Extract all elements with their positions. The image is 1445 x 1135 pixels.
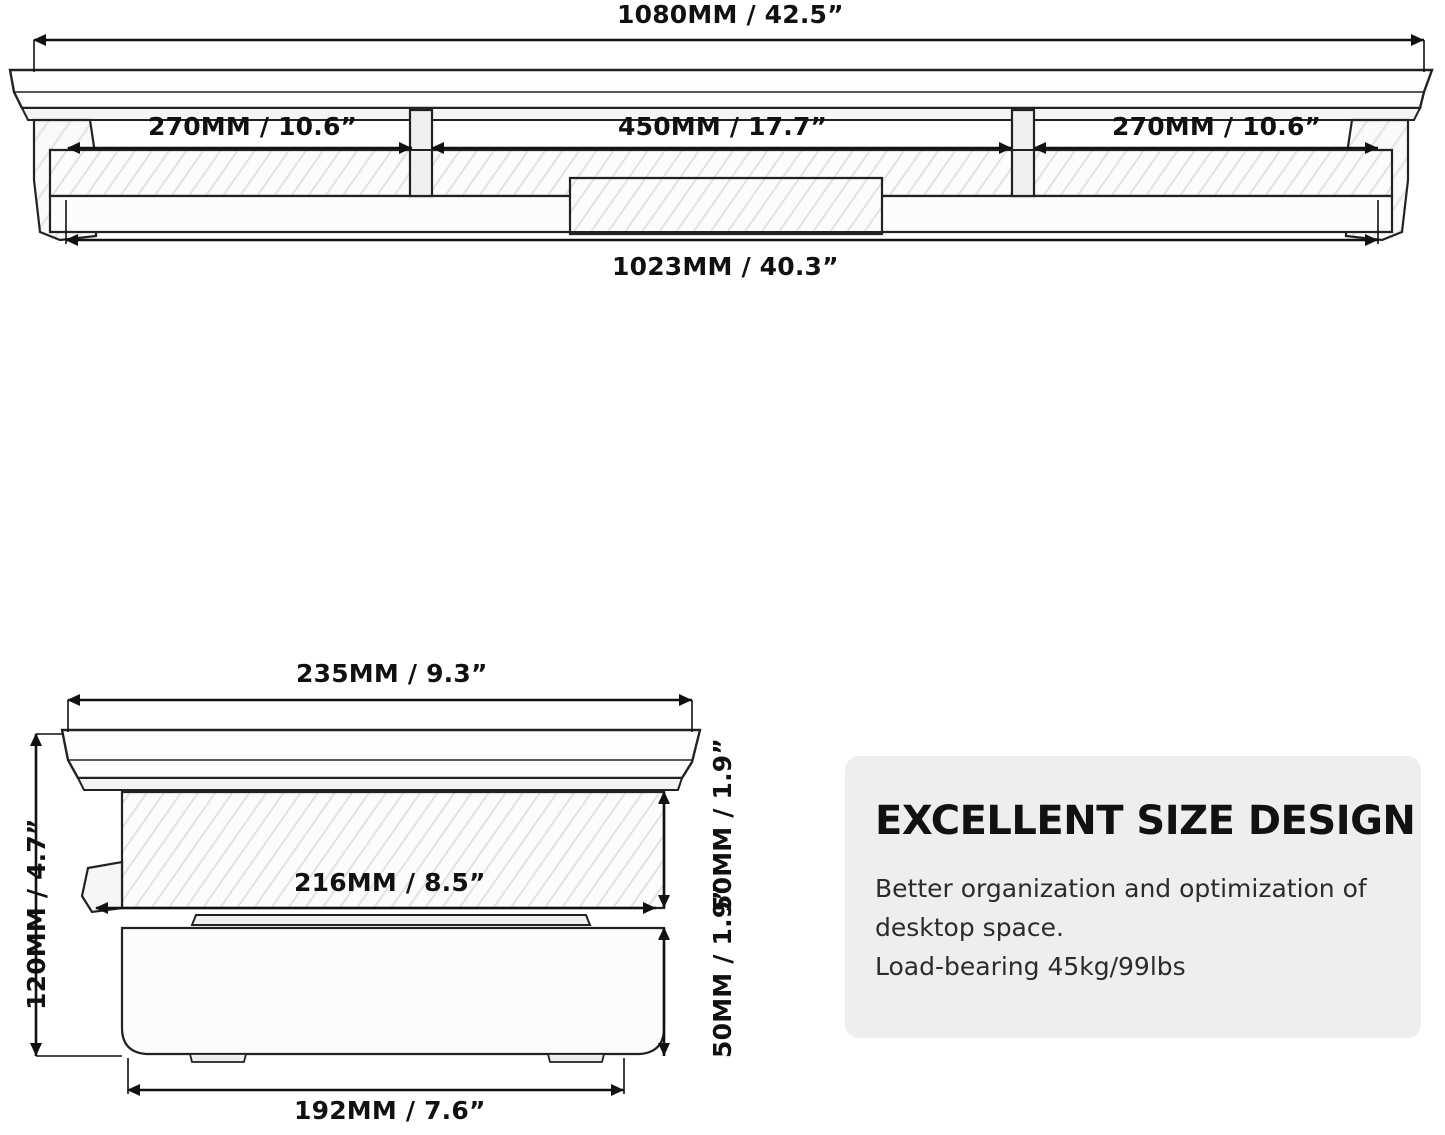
dimension-label-base-depth: 192MM / 7.6”	[294, 1096, 486, 1125]
info-card-line-2: desktop space.	[875, 912, 1064, 942]
size-design-info-card	[845, 756, 1421, 1038]
dimension-label-right-bay-width: 270MM / 10.6”	[1112, 112, 1322, 141]
dimension-label-lower-gap-height: 50MM / 1.9”	[708, 883, 737, 1058]
info-card-line-1: Better organization and optimization of	[875, 874, 1367, 903]
dimension-label-inner-width: 1023MM / 40.3”	[612, 252, 839, 281]
dimension-label-upper-gap-height: 50MM / 1.9”	[708, 737, 737, 912]
info-card-title: EXCELLENT SIZE DESIGN	[875, 798, 1416, 844]
dimension-label-total-height: 120MM / 4.7”	[22, 818, 51, 1010]
info-card-body	[875, 870, 1391, 986]
dimension-label-center-bay-width: 450MM / 17.7”	[618, 112, 828, 141]
dimension-label-overall-width: 1080MM / 42.5”	[617, 0, 844, 29]
dimension-label-top-depth: 235MM / 9.3”	[296, 659, 488, 688]
front-view-product	[10, 70, 1432, 240]
info-card-line-3: Load-bearing 45kg/99lbs	[875, 951, 1186, 981]
dimension-label-left-bay-width: 270MM / 10.6”	[148, 112, 358, 141]
dimension-label-shelf-depth: 216MM / 8.5”	[294, 868, 486, 897]
